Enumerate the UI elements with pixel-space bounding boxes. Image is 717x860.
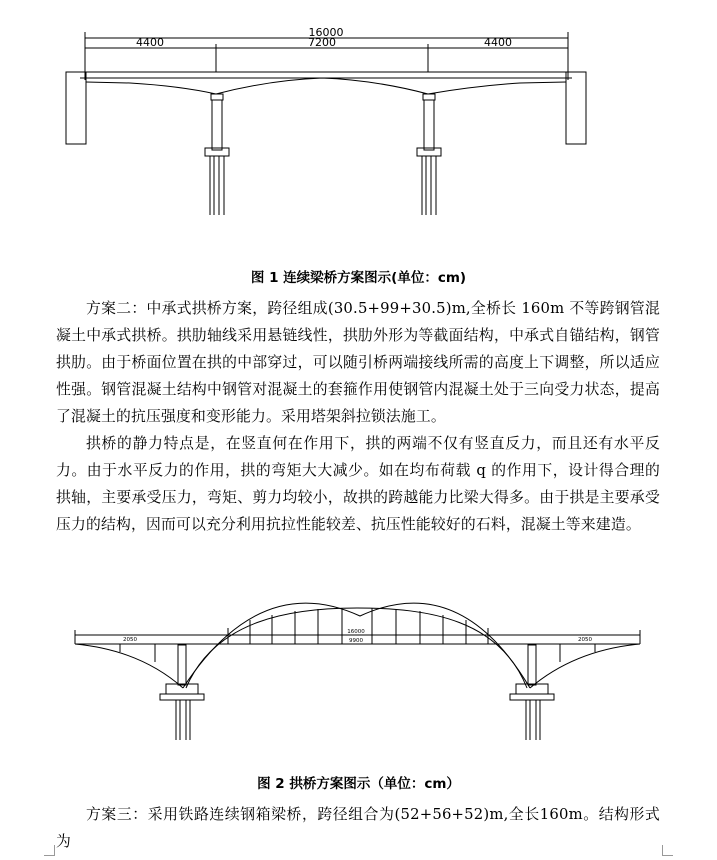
- figure-1-continuous-beam-bridge: [0, 20, 717, 230]
- label-left-span: 2050: [123, 637, 137, 643]
- figure-2-caption: 图 2 拱桥方案图示（单位：cm）: [257, 776, 460, 792]
- dim-left-span: 4400: [136, 36, 164, 49]
- paragraph-scheme-two: 方案二：中承式拱桥方案，跨径组成(30.5+99+30.5)m,全桥长 160m 不等跨钢管混凝土中承式拱桥。拱肋轴线采用悬链线性，拱肋外形为等截面结构，中承式自锚结构，钢管拱肋。由于桥面位置在拱的中部穿过，可以随引桥两端接线所需的高度上下调整，所以适应性强。钢管混凝土结构中钢管对混凝土的套箍作用使钢管内混凝土处于三向受力状态，提高了混凝土的抗压强度和变形能力。采用塔架斜拉锁法施工。: [56, 300, 660, 425]
- dim-total-span: 16000: [308, 26, 344, 39]
- label-inner-length: 9900: [349, 638, 363, 644]
- label-right-span: 2050: [578, 637, 592, 643]
- figure-2-arch-bridge: [0, 600, 717, 750]
- paragraph-scheme-three: 方案三：采用铁路连续钢箱梁桥，跨径组合为(52+56+52)m,全长160m。结构形式为: [56, 806, 660, 850]
- figure-1-caption: 图 1 连续梁桥方案图示(单位：cm): [250, 270, 467, 286]
- dim-mid-span: 7200: [308, 36, 336, 49]
- margin-mark-bottom-right: [662, 845, 673, 856]
- dim-right-span: 4400: [484, 36, 512, 49]
- paragraph-arch-statics: 拱桥的静力特点是，在竖直何在作用下，拱的两端不仅有竖直反力，而且还有水平反力。由于水平反力的作用，拱的弯矩大大减少。如在均布荷载 q 的作用下，设计得合理的拱轴，主要承受压力，弯矩、剪力均较小，故拱的跨越能力比梁大得多。由于拱是主要承受压力的结构，因而可以充分利用抗拉性能较差、抗压性能较好的石料，混凝土等来建造。: [56, 435, 660, 533]
- label-total-length: 16000: [347, 629, 365, 635]
- margin-mark-bottom-left: [44, 845, 55, 856]
